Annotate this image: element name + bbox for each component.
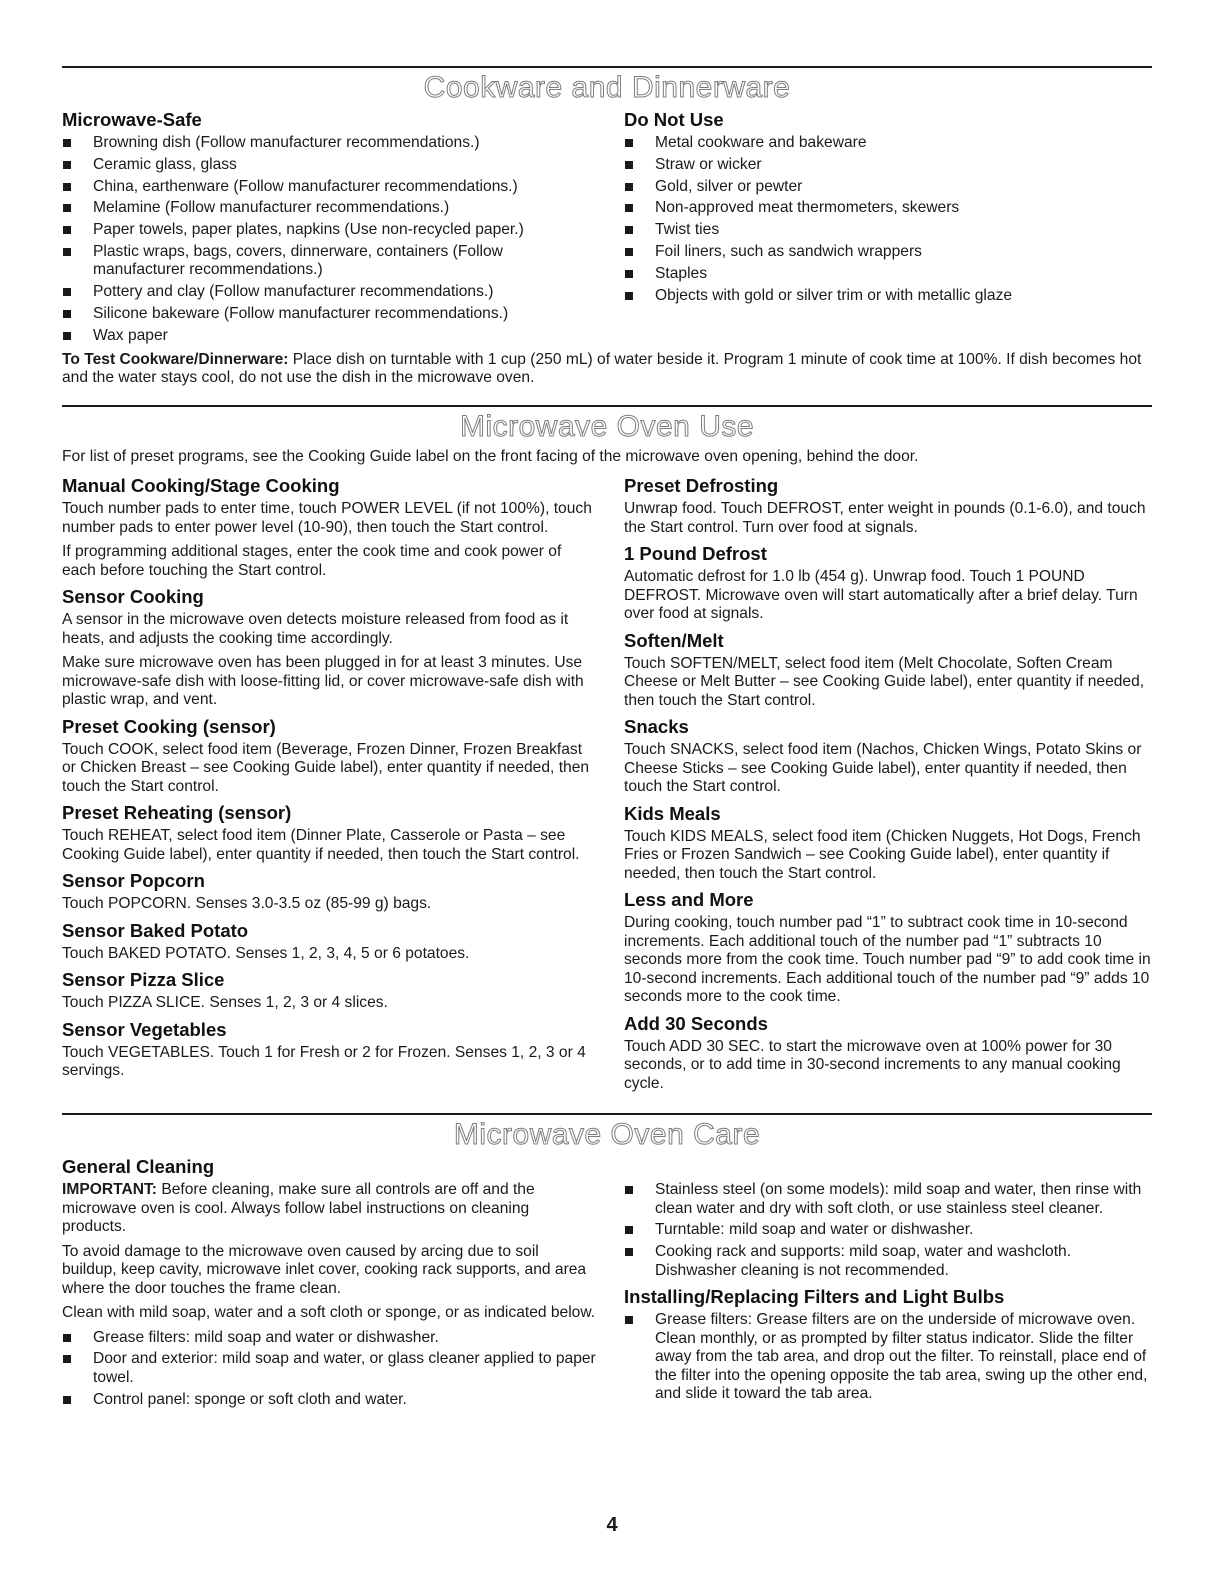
- list-item: Straw or wicker: [624, 156, 1152, 175]
- sensor-pizza-slice-heading: Sensor Pizza Slice: [62, 969, 225, 991]
- care-columns: [62, 1156, 1152, 1412]
- test-cookware-paragraph: [62, 351, 1152, 388]
- use-intro: For list of preset programs, see the Cooking Guide label on the front facing of the microwave oven opening, behind the door.: [62, 447, 919, 465]
- paragraph: Clean with mild soap, water and a soft cloth or sponge, or as indicated below.: [62, 1304, 596, 1322]
- cookware-columns: [62, 109, 1152, 349]
- paragraph: Touch VEGETABLES. Touch 1 for Fresh or 2 for Frozen. Senses 1, 2, 3 or 4 servings.: [62, 1043, 586, 1080]
- list-item: Objects with gold or silver trim or with metallic glaze: [624, 287, 1152, 306]
- list-item: Staples: [624, 265, 1152, 284]
- paragraph: Touch KIDS MEALS, select food item (Chicken Nuggets, Hot Dogs, French Fries or Frozen Sandwich – see Cooking Guide label), enter quantity if needed, then touch the Start control.: [624, 827, 1141, 882]
- list-item: Paper towels, paper plates, napkins (Use non-recycled paper.): [62, 221, 596, 240]
- filters-list: [624, 1311, 1152, 1404]
- kids-meals-heading: Kids Meals: [624, 802, 721, 824]
- do-not-use-heading: Do Not Use: [624, 109, 724, 130]
- cleaning-list-continued: [624, 1181, 1152, 1280]
- list-item: Cooking rack and supports: mild soap, water and washcloth. Dishwasher cleaning is not recommended.: [624, 1243, 1152, 1280]
- paragraph: Touch SOFTEN/MELT, select food item (Melt Chocolate, Soften Cream Cheese or Melt Butter – see Cooking Guide label), enter quantity if needed, then touch the Start control.: [624, 654, 1145, 709]
- list-item: Non-approved meat thermometers, skewers: [624, 199, 1152, 218]
- use-left-column: [62, 475, 596, 1099]
- preset-defrosting-heading: Preset Defrosting: [624, 475, 779, 497]
- list-item: Control panel: sponge or soft cloth and water.: [62, 1391, 596, 1410]
- care-left-column: [62, 1156, 596, 1412]
- soften-melt-heading: Soften/Melt: [624, 629, 724, 651]
- list-item: Grease filters: mild soap and water or dishwasher.: [62, 1329, 596, 1348]
- paragraph: Touch PIZZA SLICE. Senses 1, 2, 3 or 4 slices.: [62, 994, 388, 1012]
- important-paragraph: [62, 1181, 596, 1237]
- paragraph: During cooking, touch number pad “1” to subtract cook time in 10-second increments. Each additional touch of the number pad “1” subtracts 10 seconds more from the cook time. Touch number pad “9” to add cook time in 10-second increments. Each additional touch of the number pad “9” adds 10 seconds more to the cook time.: [624, 914, 1151, 1006]
- preset-reheating-heading: Preset Reheating (sensor): [62, 802, 292, 824]
- list-item: Wax paper: [62, 327, 596, 346]
- paragraph: Touch REHEAT, select food item (Dinner Plate, Casserole or Pasta – see Cooking Guide label), enter quantity if needed, then touch the Start control.: [62, 827, 580, 863]
- add-30-seconds-heading: Add 30 Seconds: [624, 1012, 768, 1034]
- section-rule: [62, 405, 1152, 407]
- list-item: Pottery and clay (Follow manufacturer recommendations.): [62, 283, 596, 302]
- use-right-column: [624, 475, 1152, 1099]
- sensor-popcorn-heading: Sensor Popcorn: [62, 870, 205, 892]
- section-rule: [62, 1113, 1152, 1115]
- cleaning-list: [62, 1329, 596, 1410]
- paragraph: A sensor in the microwave oven detects moisture released from food as it heats, and adjusts the cooking time accordingly.: [62, 611, 569, 647]
- microwave-safe-list: [62, 134, 596, 345]
- list-item: Foil liners, such as sandwich wrappers: [624, 243, 1152, 262]
- list-item: Silicone bakeware (Follow manufacturer recommendations.): [62, 305, 596, 324]
- paragraph: Touch BAKED POTATO. Senses 1, 2, 3, 4, 5 or 6 potatoes.: [62, 944, 470, 962]
- general-cleaning-heading: General Cleaning: [62, 1156, 215, 1178]
- section-title-cookware: Cookware and Dinnerware: [423, 71, 791, 104]
- snacks-heading: Snacks: [624, 716, 689, 738]
- care-right-column: [624, 1156, 1152, 1412]
- microwave-safe-column: [62, 109, 596, 349]
- preset-cooking-heading: Preset Cooking (sensor): [62, 715, 276, 737]
- sensor-cooking-heading: Sensor Cooking: [62, 586, 204, 608]
- list-item: Ceramic glass, glass: [62, 156, 596, 175]
- manual-cooking-heading: Manual Cooking/Stage Cooking: [62, 475, 340, 497]
- less-and-more-heading: Less and More: [624, 889, 754, 911]
- list-item: Door and exterior: mild soap and water, or glass cleaner applied to paper towel.: [62, 1350, 596, 1387]
- section-rule: [62, 66, 1152, 68]
- paragraph: Automatic defrost for 1.0 lb (454 g). Unwrap food. Touch 1 POUND DEFROST. Microwave oven will start automatically after a brief delay. Turn over food at signals.: [624, 568, 1138, 623]
- paragraph: Touch SNACKS, select food item (Nachos, Chicken Wings, Potato Skins or Cheese Sticks – see Cooking Guide label), enter quantity if needed, then touch the Start control.: [624, 741, 1142, 796]
- paragraph: Touch POPCORN. Senses 3.0-3.5 oz (85-99 g) bags.: [62, 895, 432, 913]
- test-cookware-label: To Test Cookware/Dinnerware:: [62, 350, 289, 368]
- important-text: Before cleaning, make sure all controls are off and the microwave oven is cool. Always follow label instructions on cleaning products.: [62, 1181, 535, 1236]
- paragraph: Touch ADD 30 SEC. to start the microwave oven at 100% power for 30 seconds, or to add time in 30-second increments to any manual cooking cycle.: [624, 1037, 1121, 1092]
- list-item: Gold, silver or pewter: [624, 178, 1152, 197]
- paragraph: If programming additional stages, enter the cook time and cook power of each before touching the Start control.: [62, 543, 562, 579]
- one-pound-defrost-heading: 1 Pound Defrost: [624, 543, 767, 565]
- paragraph: Touch COOK, select food item (Beverage, Frozen Dinner, Frozen Breakfast or Chicken Breast – see Cooking Guide label), enter quantity if needed, then touch the Start control.: [62, 740, 590, 795]
- use-columns: [62, 475, 1152, 1099]
- list-item: Plastic wraps, bags, covers, dinnerware, containers (Follow manufacturer recommendations.): [62, 243, 596, 280]
- list-item: Turntable: mild soap and water or dishwasher.: [624, 1221, 1152, 1240]
- manual-page: [62, 0, 1152, 1413]
- paragraph: To avoid damage to the microwave oven caused by arcing due to soil buildup, keep cavity, microwave inlet cover, cooking rack supports, and area where the door touches the frame clean.: [62, 1242, 587, 1297]
- section-title-care: Microwave Oven Care: [453, 1118, 761, 1152]
- do-not-use-list: [624, 134, 1152, 305]
- paragraph: Unwrap food. Touch DEFROST, enter weight in pounds (0.1-6.0), and touch the Start control. Turn over food at signals.: [624, 500, 1146, 536]
- filters-bulbs-heading: Installing/Replacing Filters and Light Bulbs: [624, 1286, 1005, 1308]
- list-item: China, earthenware (Follow manufacturer recommendations.): [62, 178, 596, 197]
- list-item: Twist ties: [624, 221, 1152, 240]
- page-number: 4: [606, 1514, 618, 1536]
- list-item: Metal cookware and bakeware: [624, 134, 1152, 153]
- sensor-vegetables-heading: Sensor Vegetables: [62, 1018, 227, 1040]
- list-item: Melamine (Follow manufacturer recommendations.): [62, 199, 596, 218]
- list-item: Browning dish (Follow manufacturer recommendations.): [62, 134, 596, 153]
- paragraph: Touch number pads to enter time, touch POWER LEVEL (if not 100%), touch number pads to enter power level (10-90), then touch the Start control.: [62, 500, 592, 536]
- section-title-use: Microwave Oven Use: [459, 409, 755, 443]
- paragraph: Make sure microwave oven has been plugged in for at least 3 minutes. Use microwave-safe dish with loose-fitting lid, or cover microwave-safe dish with plastic wrap, and vent.: [62, 654, 584, 709]
- test-cookware-text: Place dish on turntable with 1 cup (250 mL) of water beside it. Program 1 minute of cook time at 100%. If dish becomes hot and the water stays cool, do not use the dish in the microwave oven.: [62, 350, 1142, 387]
- list-item: Stainless steel (on some models): mild soap and water, then rinse with clean water and dry with soft cloth, or use stainless steel cleaner.: [624, 1181, 1152, 1218]
- sensor-baked-potato-heading: Sensor Baked Potato: [62, 919, 249, 941]
- important-label: IMPORTANT:: [62, 1181, 157, 1199]
- microwave-safe-heading: Microwave-Safe: [62, 109, 202, 130]
- do-not-use-column: [624, 109, 1152, 349]
- list-item: Grease filters: Grease filters are on the underside of microwave oven. Clean monthly, or as prompted by filter status indicator. Slide the filter away from the tab area, and drop out the filter. To reinstall, place end of the filter into the opening opposite the tab area, swing up the other end, and slide it toward the tab area.: [624, 1311, 1152, 1404]
